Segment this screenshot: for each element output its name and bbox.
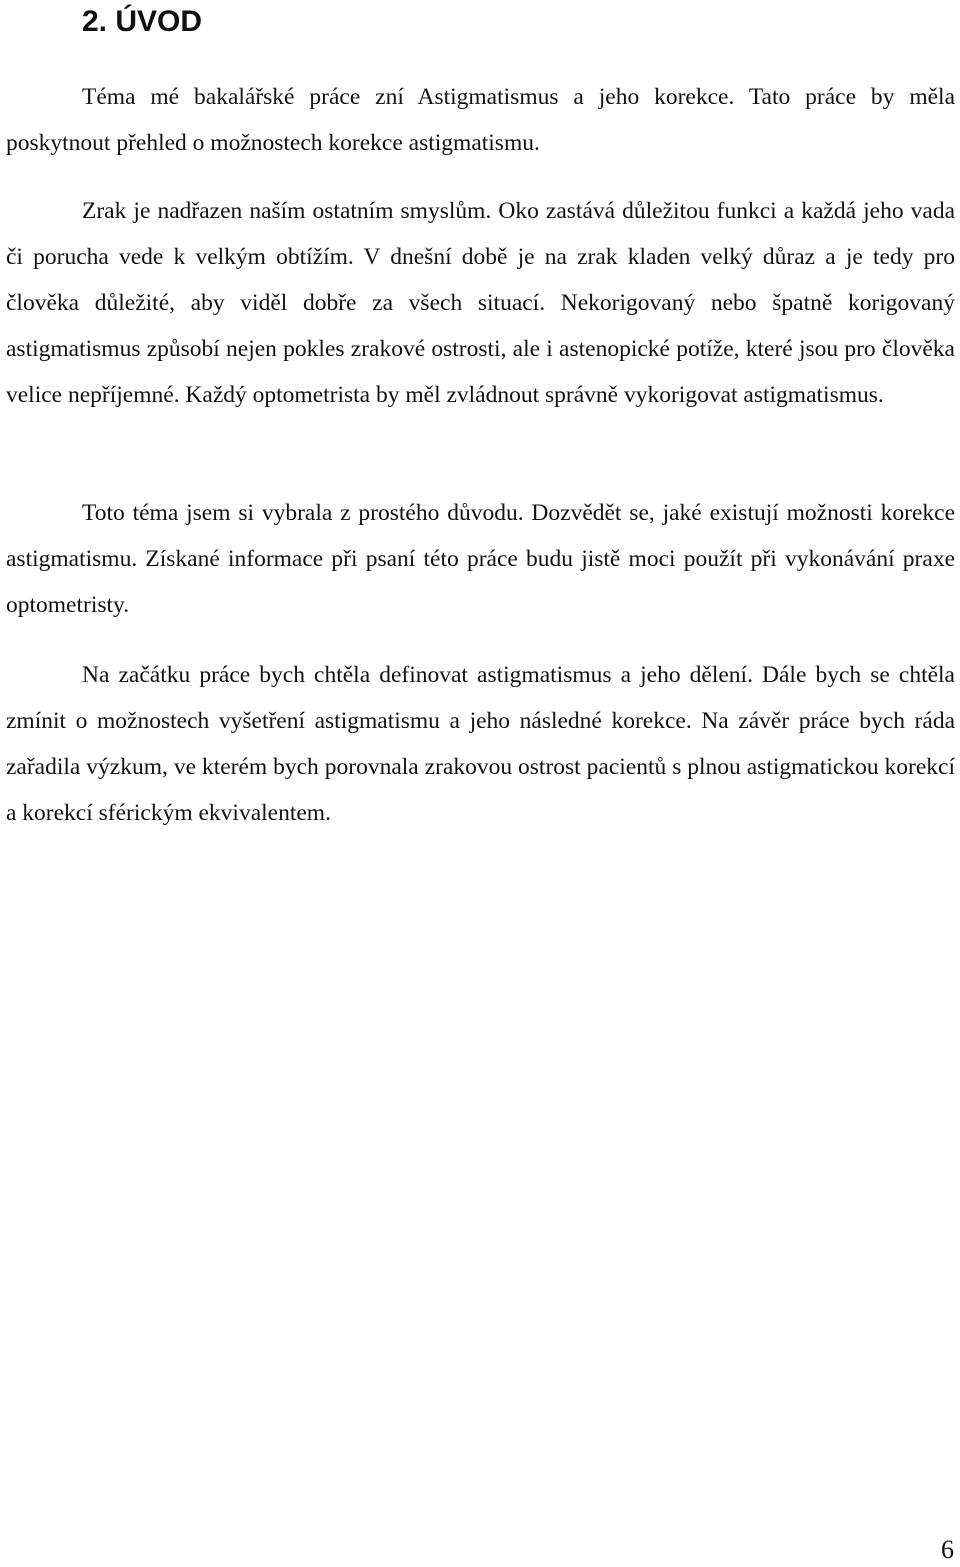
paragraph-intro-topic: Téma mé bakalářské práce zní Astigmatismus a jeho korekce. Tato práce by měla poskytnout přehled o možnostech korekce astigmatismu. (6, 84, 955, 156)
page-number: 6 (941, 1535, 954, 1564)
paragraph-thesis-outline: Na začátku práce bych chtěla definovat astigmatismus a jeho dělení. Dále bych se chtěla zmínit o možnostech vyšetření astigmatismu a jeho následné korekce. Na závěr práce bych ráda zařadila výzkum, ve kterém bych porovnala zrakovou ostrost pacientů s plnou astigmatickou korekcí a korekcí sférickým ekvivalentem. (6, 662, 955, 826)
section-heading: 2. ÚVOD (82, 5, 203, 38)
paragraph-topic-reason: Toto téma jsem si vybrala z prostého důvodu. Dozvědět se, jaké existují možnosti korekce astigmatismu. Získané informace při psaní této práce budu jistě moci použít při vykonávání praxe optometristy. (6, 500, 955, 618)
paragraph-vision-importance: Zrak je nadřazen naším ostatním smyslům. Oko zastává důležitou funkci a každá jeho vada či porucha vede k velkým obtížím. V dnešní době je na zrak kladen velký důraz a je tedy pro člověka důležité, aby viděl dobře za všech situací. Nekorigovaný nebo špatně korigovaný astigmatismus způsobí nejen pokles zrakové ostrosti, ale i astenopické potíže, které jsou pro člověka velice nepříjemné. Každý optometrista by měl zvládnout správně vykorigovat astigmatismus. (6, 198, 955, 408)
